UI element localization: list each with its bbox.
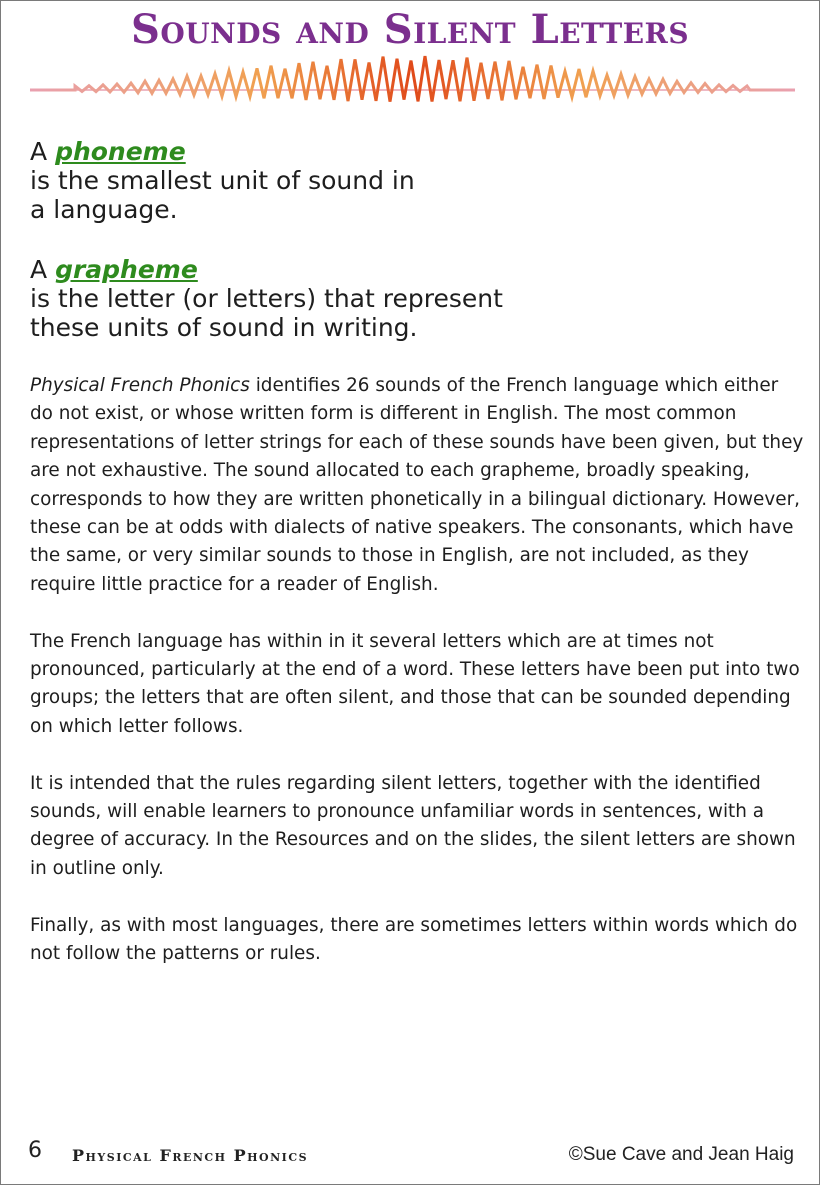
term-grapheme: grapheme [55, 255, 198, 284]
paragraph: The French language has within in it several letters which are at times not pronounced, particularly at the end of a word. These letters have been put into two groups; the letters that are often silent, and those that can be sounded depending on which letter follows. [30, 630, 800, 737]
definition-article: A [30, 255, 48, 284]
page-title: Sounds and Silent Letters [130, 6, 690, 53]
body-text [30, 372, 805, 997]
definition-phoneme [30, 137, 415, 224]
page-number: 6 [28, 1138, 42, 1163]
definition-line: is the smallest unit of sound in [30, 166, 415, 195]
definition-grapheme [30, 255, 503, 342]
paragraph: Finally, as with most languages, there are sometimes letters within words which do not follow the patterns or rules. [30, 914, 798, 965]
footer-book-title: Physical French Phonics [72, 1146, 309, 1165]
sound-wave-divider [30, 50, 795, 112]
definition-article: A [30, 137, 48, 166]
definition-line: these units of sound in writing. [30, 313, 418, 342]
paragraph: Physical French Phonics identifies 26 sounds of the French language which either do not exist, or whose written form is different in English. The most common representations of letter strings for each of these sounds have been given, but they are not exhaustive. The sound allocated to each grapheme, broadly speaking, corresponds to how they are written phonetically in a bilingual dictionary. However, these can be at odds with dialects of native speakers. The consonants, which have the same, or very similar sounds to those in English, are not included, as they require little practice for a reader of English. [30, 375, 804, 595]
term-phoneme: phoneme [55, 137, 186, 166]
copyright-notice: ©Sue Cave and Jean Haig [568, 1144, 794, 1165]
paragraph: It is intended that the rules regarding silent letters, together with the identified sounds, will enable learners to pronounce unfamiliar words in sentences, with a degree of accuracy. In the Resources and on the slides, the silent letters are shown in outline only. [30, 772, 796, 879]
definition-line: a language. [30, 195, 178, 224]
definition-line: is the letter (or letters) that represent [30, 284, 503, 313]
book-name: Physical French Phonics [30, 375, 250, 396]
